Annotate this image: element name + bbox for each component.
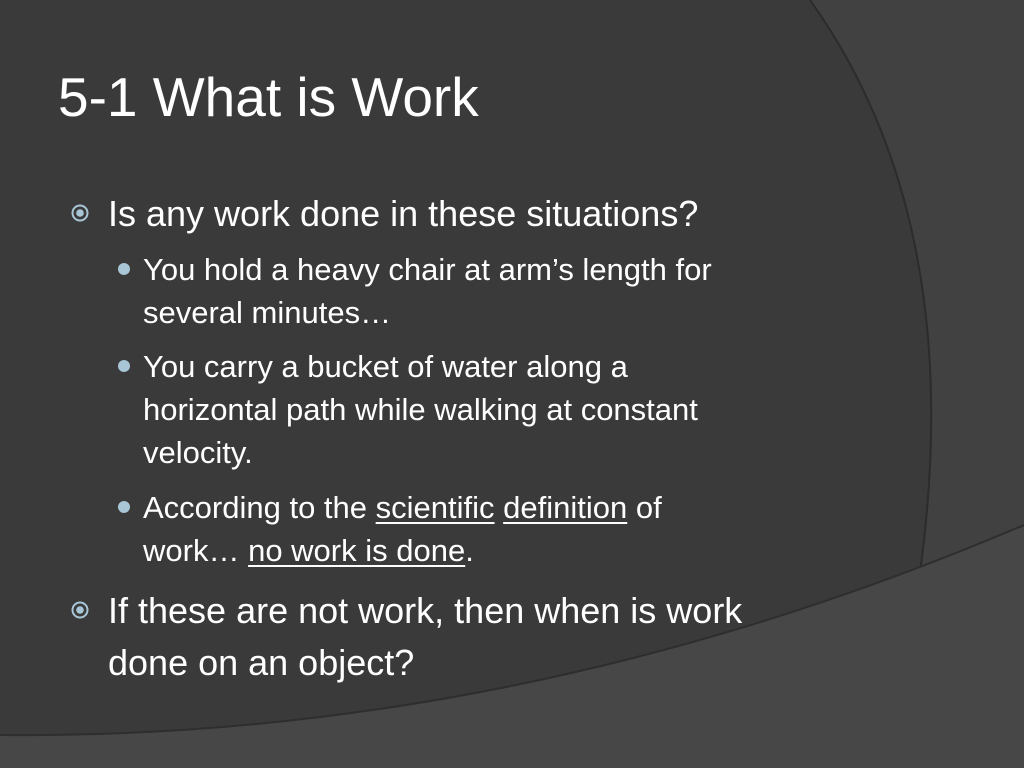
sub-bullet-3-mid: of <box>635 490 662 525</box>
sub-bullet-2-line-3: velocity. <box>143 435 253 470</box>
filled-dot-icon <box>118 263 130 275</box>
sub-bullet-3-lead: According to the <box>143 490 368 525</box>
slide-title: 5-1 What is Work <box>58 66 479 128</box>
sub-bullet-3-line-1 <box>143 486 843 529</box>
sub-bullet-1-line-1: You hold a heavy chair at arm’s length for <box>143 252 712 287</box>
bullet-2-line-1: If these are not work, then when is work <box>108 590 743 631</box>
bullet-2-line-2: done on an object? <box>108 642 415 683</box>
definition-term: definition <box>503 490 628 525</box>
sub-bullet-1-line-2: several minutes… <box>143 295 392 330</box>
circled-dot-icon <box>71 204 89 222</box>
sub-bullet-3-line-2 <box>143 529 843 572</box>
circled-dot-icon <box>71 601 89 619</box>
bullet-1-text: Is any work done in these situations? <box>108 193 699 234</box>
filled-dot-icon <box>118 360 130 372</box>
sub-bullet-2-line-1: You carry a bucket of water along a <box>143 349 628 384</box>
sub-bullet-3-line2-lead: work… <box>143 533 240 568</box>
sub-bullet-2-line-2: horizontal path while walking at constant <box>143 392 698 427</box>
no-work-done-phrase: no work is done <box>248 533 466 568</box>
sub-bullet-3-end: . <box>465 533 474 568</box>
filled-dot-icon <box>118 501 130 513</box>
scientific-term: scientific <box>375 490 495 525</box>
